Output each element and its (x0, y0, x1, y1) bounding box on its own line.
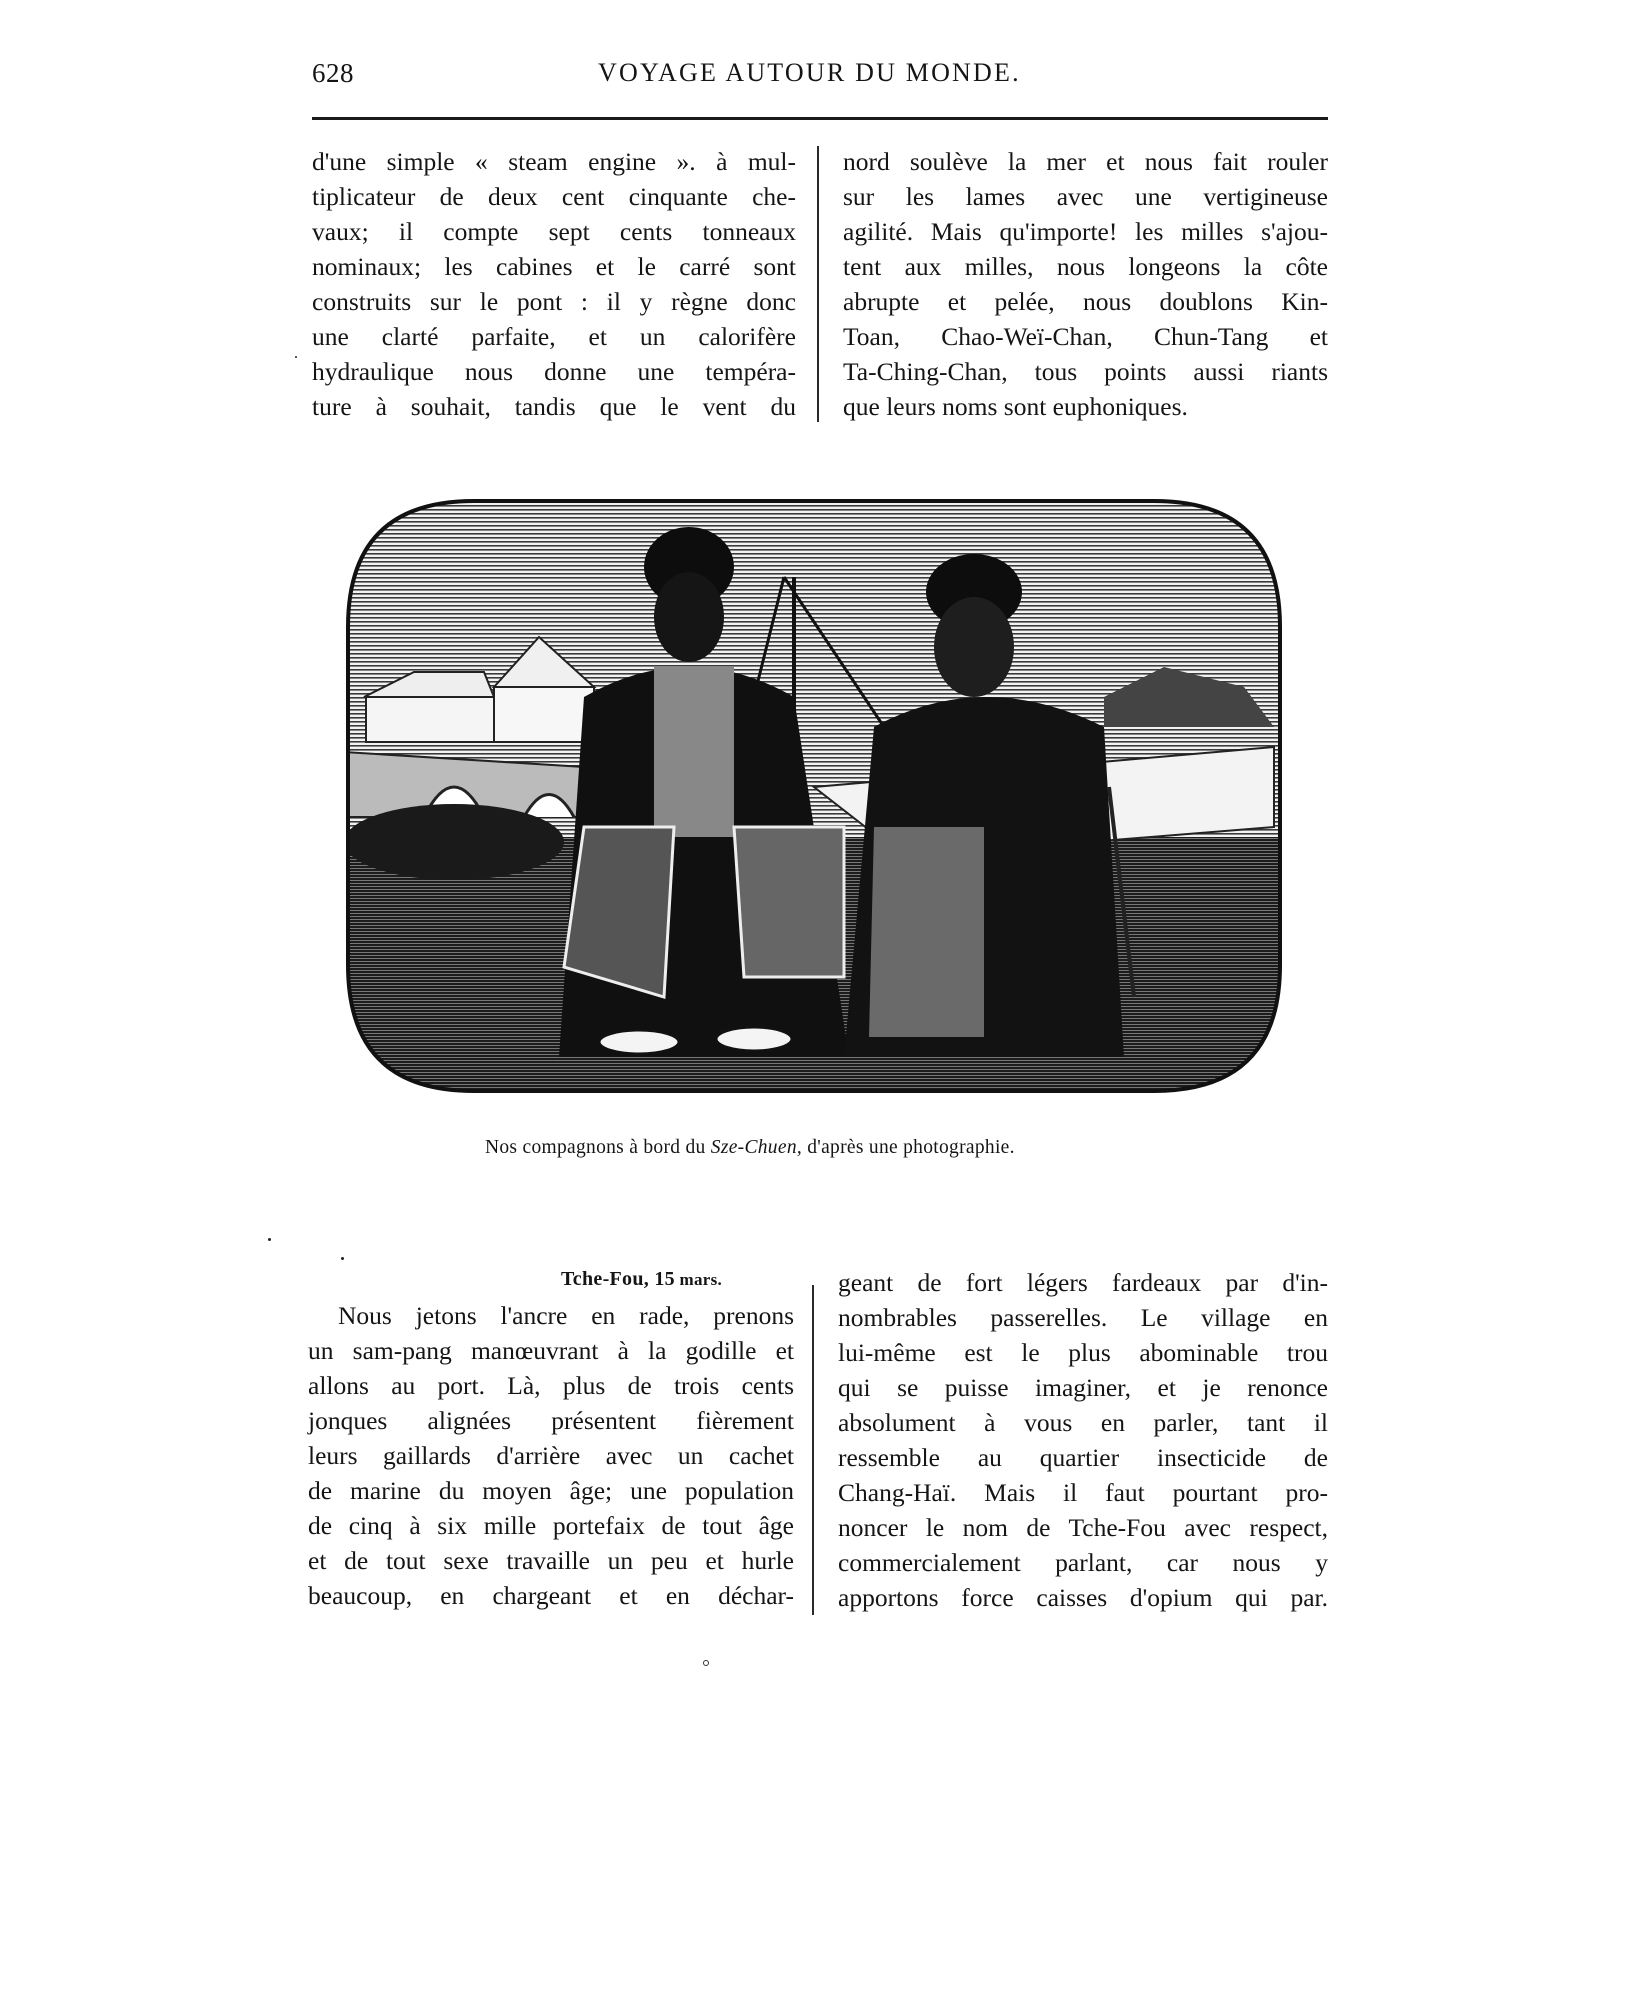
dateline (561, 1268, 722, 1291)
caption-text: Nos compagnons à bord du (485, 1137, 711, 1158)
running-title: VOYAGE AUTOUR DU MONDE. (598, 58, 1021, 87)
header-rule (312, 117, 1328, 120)
right-figure-robe-panel (869, 827, 984, 1037)
left-figure-embroidery (654, 667, 734, 837)
ship-name: Sze-Chuen, (710, 1137, 803, 1158)
text-line: absolument à vous en parler, tant il (838, 1408, 1328, 1437)
text-line: nominaux; les cabines et le carré sont (312, 252, 796, 281)
text-line: lui-même est le plus abominable trou (838, 1338, 1328, 1367)
text-line: ture à souhait, tandis que le vent du (312, 392, 796, 421)
scan-speck (295, 356, 297, 358)
bushes (344, 804, 564, 880)
text-line: leurs gaillards d'arrière avec un cachet (308, 1441, 794, 1470)
text-line: construits sur le pont : il y règne donc (312, 287, 796, 316)
text-line: que leurs noms sont euphoniques. (843, 392, 1188, 421)
text-line: beaucoup, en chargeant et en déchar- (308, 1581, 794, 1610)
top-right-column (843, 144, 1328, 424)
text-line: hydraulique nous donne une tempéra- (312, 357, 796, 386)
text-line: agilité. Mais qu'importe! les milles s'ajou- (843, 217, 1328, 246)
shoe (716, 1027, 792, 1051)
text-line: qui se puisse imaginer, et je renonce (838, 1373, 1328, 1402)
text-line: ressemble au quartier insecticide de (838, 1443, 1328, 1472)
bottom-left-column (308, 1298, 794, 1613)
right-figure-head (934, 597, 1014, 697)
text-line: de cinq à six mille portefaix de tout âge (308, 1511, 794, 1540)
text-line: Ta-Ching-Chan, tous points aussi riants (843, 357, 1328, 386)
text-line: nord soulève la mer et nous fait rouler (843, 147, 1328, 176)
text-line: tiplicateur de deux cent cinquante che- (312, 182, 796, 211)
shoe (599, 1030, 679, 1054)
column-divider (812, 1285, 814, 1615)
text-line: apportons force caisses d'opium qui par. (838, 1583, 1328, 1612)
text-line: tent aux milles, nous longeons la côte (843, 252, 1328, 281)
text-line: une clarté parfaite, et un calorifère (312, 322, 796, 351)
text-line: nombrables passerelles. Le village en (838, 1303, 1328, 1332)
caption-text: d'après une photographie. (802, 1137, 1015, 1158)
scan-speck (703, 1660, 709, 1666)
text-line: jonques alignées présentent fièrement (308, 1406, 794, 1435)
text-line: vaux; il compte sept cents tonneaux (312, 217, 796, 246)
text-line: et de tout sexe travaille un peu et hurle (308, 1546, 794, 1575)
dateline-place: Tche-Fou, 15 (561, 1268, 675, 1290)
text-line: de marine du moyen âge; une population (308, 1476, 794, 1505)
scan-speck (341, 1257, 344, 1260)
text-line: d'une simple « steam engine ». à mul- (312, 147, 796, 176)
dateline-month: mars. (674, 1270, 723, 1289)
page-number: 628 (312, 58, 354, 88)
top-left-column (312, 144, 796, 424)
text-line: allons au port. Là, plus de trois cents (308, 1371, 794, 1400)
text-line: Nous jetons l'ancre en rade, prenons (338, 1301, 794, 1330)
text-line: Toan, Chao-Weï-Chan, Chun-Tang et (843, 322, 1328, 351)
scan-speck (268, 1238, 271, 1241)
engraving-illustration (344, 497, 1284, 1095)
building (494, 687, 594, 742)
column-divider (817, 146, 819, 422)
text-line: geant de fort légers fardeaux par d'in- (838, 1268, 1328, 1297)
running-head (312, 58, 1328, 98)
text-line: commercialement parlant, car nous y (838, 1548, 1328, 1577)
figure-caption (485, 1137, 1185, 1159)
engraving-image (344, 497, 1284, 1095)
text-line: abrupte et pelée, nous doublons Kin- (843, 287, 1328, 316)
bottom-right-column (838, 1265, 1328, 1615)
text-line: noncer le nom de Tche-Fou avec respect, (838, 1513, 1328, 1542)
building (366, 697, 494, 742)
left-figure-head (654, 572, 724, 662)
text-line: sur les lames avec une vertigineuse (843, 182, 1328, 211)
text-line: Chang-Haï. Mais il faut pourtant pro- (838, 1478, 1328, 1507)
text-line: un sam-pang manœuvrant à la godille et (308, 1336, 794, 1365)
